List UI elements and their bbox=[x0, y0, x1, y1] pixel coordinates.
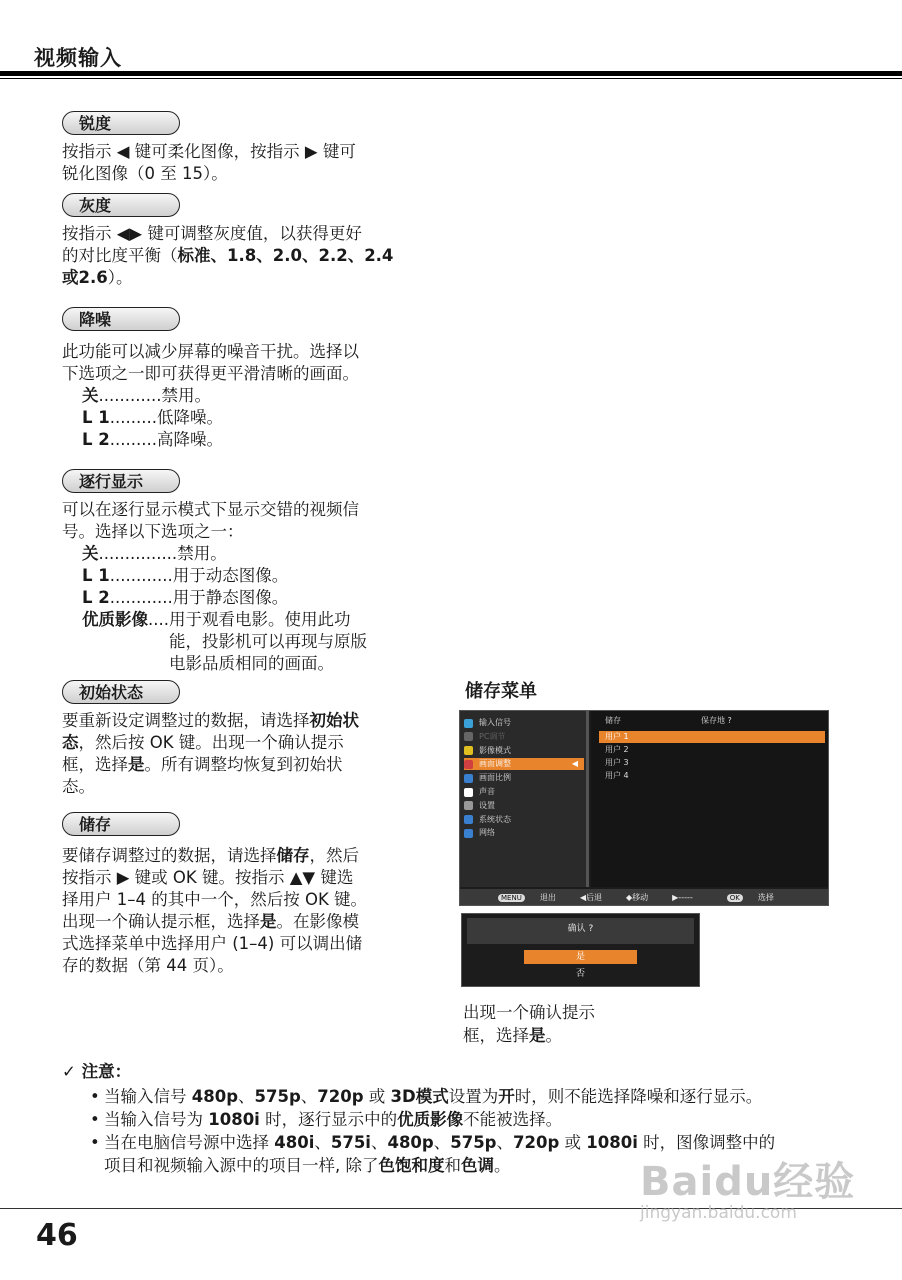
menu-item-icon bbox=[464, 815, 473, 824]
text-line: 态，然后按 OK 键。出现一个确认提示 bbox=[62, 733, 344, 752]
osd-user-item[interactable]: 用户 1 bbox=[599, 731, 825, 743]
text-line: 此功能可以减少屏幕的噪音干扰。选择以 bbox=[62, 342, 359, 361]
confirm-caption: 出现一个确认提示 框，选择是。 bbox=[463, 1003, 595, 1045]
header-rule-thin bbox=[0, 78, 902, 79]
option-row: L 1 ......... 低降噪。 bbox=[82, 408, 223, 427]
text-line: 按指示 ◀▶ 键可调整灰度值，以获得更好 bbox=[62, 224, 362, 243]
menu-item-icon bbox=[464, 746, 473, 755]
osd-right-head: 储存 bbox=[605, 716, 621, 725]
text-line: 或2.6）。 bbox=[62, 268, 133, 287]
osd-menu-item[interactable]: 设置 bbox=[464, 800, 584, 812]
header-rule bbox=[0, 71, 902, 76]
text-line: 按指示 ▶ 键或 OK 键。按指示 ▲▼ 键选 bbox=[62, 868, 354, 887]
section-label: 降噪 bbox=[62, 307, 180, 331]
osd-menu-item[interactable]: 画面比例 bbox=[464, 772, 584, 784]
osd-menu-item[interactable]: 系统状态 bbox=[464, 814, 584, 826]
note-item: • 当输入信号 480p、575p、720p 或 3D模式设置为开时，则不能选择降噪和逐行显示。 bbox=[90, 1085, 862, 1108]
menu-item-icon bbox=[464, 732, 473, 741]
section-store bbox=[62, 812, 422, 977]
text-line: 出现一个确认提示框，选择是。在影像模 bbox=[62, 912, 359, 931]
osd-menu-item[interactable]: 网络 bbox=[464, 827, 584, 839]
section-label: 储存 bbox=[62, 812, 180, 836]
osd-move-hint: ◆移动 bbox=[625, 892, 649, 902]
option-row: L 2 ......... 高降噪。 bbox=[82, 430, 223, 449]
option-row: L 2 ............ 用于静态图像。 bbox=[82, 588, 289, 607]
osd-menu-item[interactable]: 声音 bbox=[464, 786, 584, 798]
confirm-no-button[interactable]: 否 bbox=[575, 969, 585, 979]
ok-key-icon: OK bbox=[727, 894, 743, 902]
menu-item-icon bbox=[464, 829, 473, 838]
text-line: 存的数据（第 44 页）。 bbox=[62, 956, 234, 975]
baidu-watermark: Baidu经验 jingyan.baidu.com bbox=[640, 1159, 856, 1223]
page-header-title: 视频输入 bbox=[34, 46, 122, 70]
text-line: 择用户 1–4 的其中一个，然后按 OK 键。 bbox=[62, 890, 368, 909]
section-sharpness bbox=[62, 111, 422, 185]
confirm-question: 确认 ? bbox=[467, 918, 694, 944]
osd-user-item[interactable]: 用户 3 bbox=[605, 758, 629, 767]
menu-item-icon bbox=[464, 774, 473, 783]
osd-menu-screenshot bbox=[459, 710, 829, 906]
page-number: 46 bbox=[36, 1218, 78, 1253]
osd-right-panel bbox=[591, 711, 828, 887]
osd-menu-item[interactable]: PC调节 bbox=[464, 731, 584, 743]
menu-item-icon bbox=[464, 719, 473, 728]
notes-title: ✓ 注意： bbox=[62, 1062, 132, 1081]
save-menu-title: 储存菜单 bbox=[465, 681, 537, 702]
section-label: 灰度 bbox=[62, 193, 180, 217]
text-line: 式选择菜单中选择用户 (1–4) 可以调出储 bbox=[62, 934, 363, 953]
text-line: 下选项之一即可获得更平滑清晰的画面。 bbox=[62, 364, 359, 383]
text-line: 可以在逐行显示模式下显示交错的视频信 bbox=[62, 500, 359, 519]
section-reset bbox=[62, 680, 422, 798]
section-label: 逐行显示 bbox=[62, 469, 180, 493]
osd-exit-hint: MENU 退出 bbox=[486, 892, 556, 903]
menu-item-icon bbox=[464, 788, 473, 797]
osd-back-hint: ◀后退 bbox=[579, 892, 602, 902]
arrow-left-icon: ◀ bbox=[571, 759, 578, 769]
text-line: 态。 bbox=[62, 777, 95, 796]
osd-next-hint: ▶----- bbox=[672, 892, 693, 902]
section-label: 初始状态 bbox=[62, 680, 180, 704]
text-line: 要重新设定调整过的数据，请选择初始状 bbox=[62, 711, 359, 730]
text-line: 框，选择是。所有调整均恢复到初始状 bbox=[62, 755, 343, 774]
section-gamma bbox=[62, 193, 422, 289]
note-item: • 当在电脑信号源中选择 480i、575i、480p、575p、720p 或 1080i 时，图像调整中的 项目和视频输入源中的项目一样, 除了色饱和度和色调。 bbox=[90, 1131, 862, 1177]
osd-menu-item[interactable]: 影像模式 bbox=[464, 745, 584, 757]
text-line: 要储存调整过的数据，请选择储存，然后 bbox=[62, 846, 359, 865]
option-row: 优质影像 .... 用于观看电影。使用此功 能，投影机可以再现与原版 电影品质相同的画面。 bbox=[82, 610, 367, 673]
menu-key-icon: MENU bbox=[498, 894, 525, 902]
confirm-yes-button[interactable]: 是 bbox=[524, 950, 637, 964]
menu-item-icon bbox=[464, 760, 473, 769]
osd-user-item[interactable]: 用户 4 bbox=[605, 771, 629, 780]
section-progressive bbox=[62, 469, 422, 675]
option-row: 关 ............ 禁用。 bbox=[82, 386, 211, 405]
osd-select-hint: OK 选择 bbox=[715, 892, 774, 903]
section-label: 锐度 bbox=[62, 111, 180, 135]
text-line: 锐化图像（0 至 15）。 bbox=[62, 164, 228, 183]
osd-menu-item[interactable]: 输入信号 bbox=[464, 717, 584, 729]
note-item: • 当输入信号为 1080i 时，逐行显示中的优质影像不能被选择。 bbox=[90, 1108, 862, 1131]
text-line: 号。选择以下选项之一： bbox=[62, 522, 244, 541]
osd-right-head-2: 保存地 ? bbox=[701, 716, 732, 725]
text-line: 的对比度平衡（标准、1.8、2.0、2.2、2.4 bbox=[62, 246, 394, 265]
menu-item-icon bbox=[464, 801, 473, 810]
osd-left-panel bbox=[460, 711, 589, 887]
osd-menu-item[interactable]: 画面调整 ◀ bbox=[464, 758, 584, 770]
osd-footer bbox=[460, 889, 828, 905]
option-row: L 1 ............ 用于动态图像。 bbox=[82, 566, 289, 585]
text-line: 按指示 ◀ 键可柔化图像，按指示 ▶ 键可 bbox=[62, 142, 356, 161]
confirm-dialog bbox=[461, 913, 700, 987]
section-noise-reduction bbox=[62, 307, 422, 451]
osd-user-item[interactable]: 用户 2 bbox=[605, 745, 629, 754]
option-row: 关 ............... 禁用。 bbox=[82, 544, 227, 563]
